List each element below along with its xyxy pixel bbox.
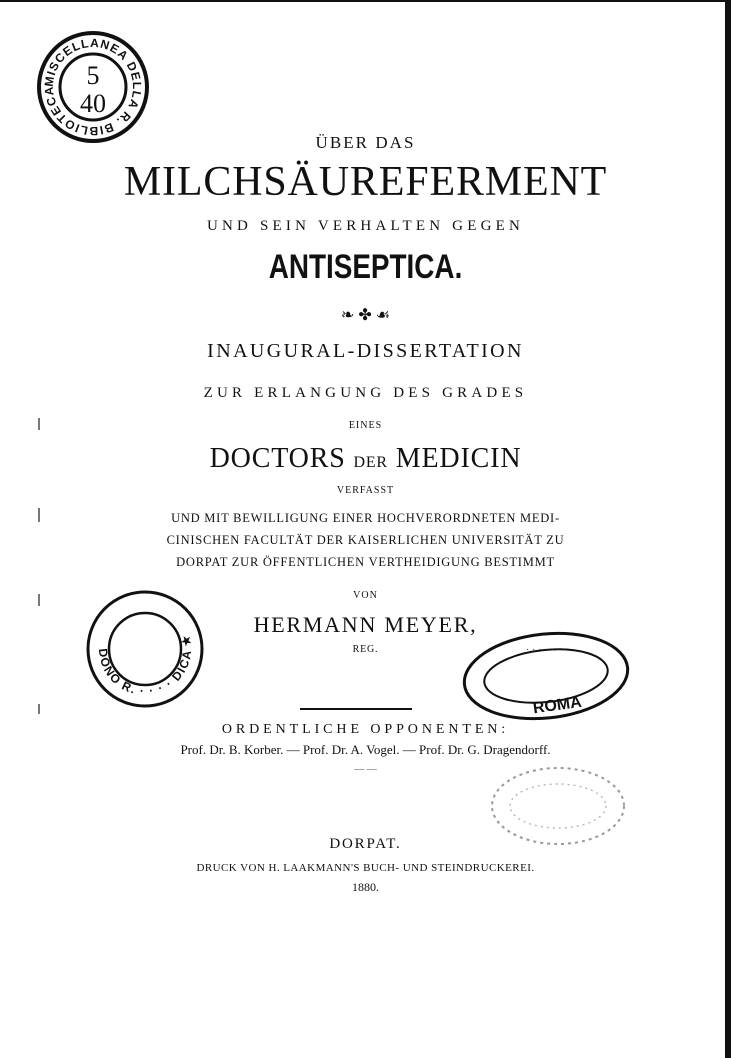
title-subject: ANTISEPTICA.	[268, 248, 463, 286]
title-ornament: ❧ ✤ ☙	[340, 307, 391, 324]
donor-stamp-seal	[84, 588, 206, 710]
author-name: HERMANN MEYER,	[253, 612, 478, 637]
faded-stamp	[488, 764, 628, 848]
library-stamp-ring-text: MISCELLANEA DELLA R. BIBLIOTECA	[41, 35, 145, 139]
approval-line-3: DORPAT ZUR ÖFFENTLICHEN VERTHEIDIGUNG BESTIMMT	[176, 555, 555, 569]
scan-top-edge	[0, 0, 731, 2]
degree-medicin: MEDICIN	[395, 443, 522, 474]
dissertation-heading: INAUGURAL-DISSERTATION	[207, 340, 524, 362]
city-stamp-seal	[460, 630, 632, 722]
title-subtitle: UND SEIN VERHALTEN GEGEN	[206, 218, 525, 234]
place-line: DORPAT.	[329, 836, 402, 852]
approval-line-1: UND MIT BEWILLIGUNG EINER HOCHVERORDNETEN MEDI-	[171, 511, 560, 525]
title-over: ÜBER DAS	[315, 133, 416, 152]
city-stamp	[460, 630, 632, 722]
approval-line-2: CINISCHEN FACULTÄT DER KAISERLICHEN UNIVERSITÄT ZU	[166, 533, 565, 547]
degree-der: DER	[353, 454, 388, 471]
opponents-dashes: — —	[354, 764, 377, 775]
author-suffix: REG.	[352, 644, 379, 655]
opponents-list: Prof. Dr. B. Korber. — Prof. Dr. A. Vogel. — Prof. Dr. G. Dragendorff.	[180, 742, 551, 757]
shelf-number-bottom: 40	[80, 89, 106, 118]
degree-doctors: DOCTORS	[209, 443, 346, 474]
purpose-line: ZUR ERLANGUNG DES GRADES	[203, 385, 528, 401]
city-stamp-ring-text: · · · · · · ·	[526, 644, 566, 655]
printer-line: DRUCK VON H. LAAKMANN'S BUCH- UND STEINDRUCKEREI.	[196, 862, 535, 874]
main-title: MILCHSÄUREFERMENT	[123, 159, 608, 205]
written-line: VERFASST	[336, 485, 395, 496]
faded-stamp-seal	[488, 764, 628, 848]
opponents-heading: ORDENTLICHE OPPONENTEN:	[221, 722, 510, 737]
margin-mark	[38, 704, 40, 714]
of-line: EINES	[348, 420, 383, 431]
by-line: VON	[353, 590, 378, 601]
donor-stamp	[84, 588, 206, 710]
section-divider	[300, 708, 412, 710]
library-stamp	[36, 30, 150, 144]
library-stamp-seal	[36, 30, 150, 144]
donor-stamp-ring-text: DONO R. · · · · DICA ★	[95, 632, 195, 699]
city-stamp-label: ROMA	[531, 693, 583, 718]
degree-line	[0, 443, 731, 475]
year-line: 1880.	[352, 880, 379, 894]
shelf-number-top: 5	[86, 61, 100, 90]
